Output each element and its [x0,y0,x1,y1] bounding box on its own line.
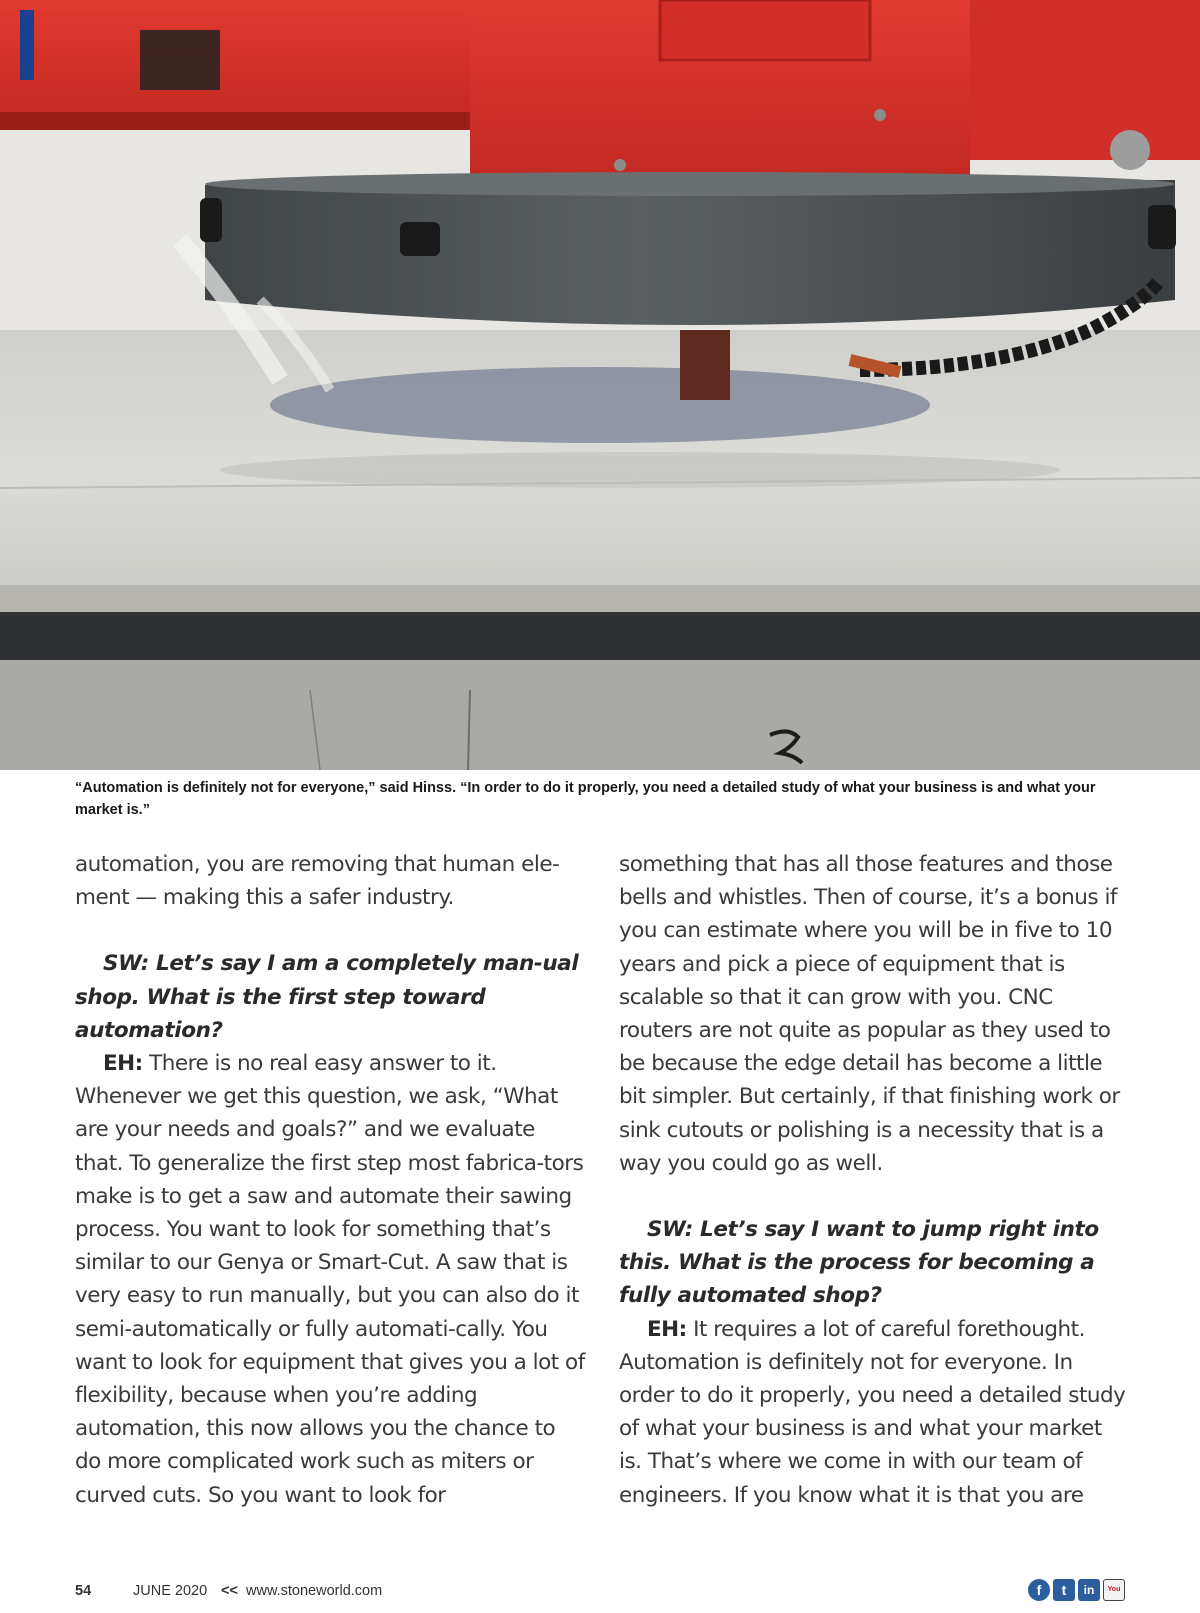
back-arrows[interactable]: << [221,1583,238,1599]
article-column-right [619,848,1129,1512]
paragraph-continuation: something that has all those features and those bells and whistles. Then of course, it’s a bonus if you can estimate where you will be in five to 10 years and pick a piece of equipment that is scalable so that it can grow with you. CNC routers are not quite as popular as they used to be because the edge detail has become a little bit simpler. But certainly, if that finishing work or sink cutouts or polishing is a necessity that is a way you could go as well. [619,852,1120,1176]
social-icons [1028,1579,1125,1601]
article-photo [0,0,1200,770]
answer-text: It requires a lot of careful forethought. Automation is definitely not for everyone. In order to do it properly, you need a detailed study of what your business is and what your market is. That’s where we come in with our team of engineers. If you know what it is that you are [619,1316,1126,1508]
facebook-icon[interactable]: f [1028,1579,1050,1601]
cnc-saw-illustration [0,0,1200,770]
twitter-icon[interactable]: t [1053,1579,1075,1601]
interview-question-1: SW: Let’s say I am a completely man-ual shop. What is the first step toward automation? [75,951,579,1043]
page-number: 54 [75,1583,92,1599]
speaker-label: EH: [103,1051,143,1077]
youtube-icon[interactable]: You [1103,1579,1125,1601]
paragraph-continuation: automation, you are removing that human ele-ment — making this a safer industry. [75,852,560,911]
interview-answer-2 [619,1313,1129,1512]
website-link[interactable]: www.stoneworld.com [246,1583,383,1599]
interview-question-2: SW: Let’s say I want to jump right into this. What is the process for becoming a fully automated shop? [619,1217,1099,1309]
linkedin-icon[interactable]: in [1078,1579,1100,1601]
article-column-left [75,848,585,1512]
interview-answer-1 [75,1047,585,1512]
page-footer [75,1583,1125,1613]
answer-text: There is no real easy answer to it. Whenever we get this question, we ask, “What are your needs and goals?” and we evaluate that. To generalize the first step most fabrica-tors make is to get a saw and automate their sawing process. You want to look for something that’s similar to our Genya or Smart-Cut. A saw that is very easy to run manually, but you can also do it semi-automatically or fully automati-cally. You want to look for equipment that gives you a lot of flexibility, because when you’re adding automation, this now allows you the chance to do more complicated work such as miters or curved cuts. So you want to look for [75,1051,585,1508]
speaker-label: EH: [647,1316,687,1342]
photo-caption: “Automation is definitely not for everyone,” said Hinss. “In order to do it properly, you need a detailed study of what your business is and what your market is.” [75,780,1096,818]
issue-date: JUNE 2020 [133,1583,208,1599]
